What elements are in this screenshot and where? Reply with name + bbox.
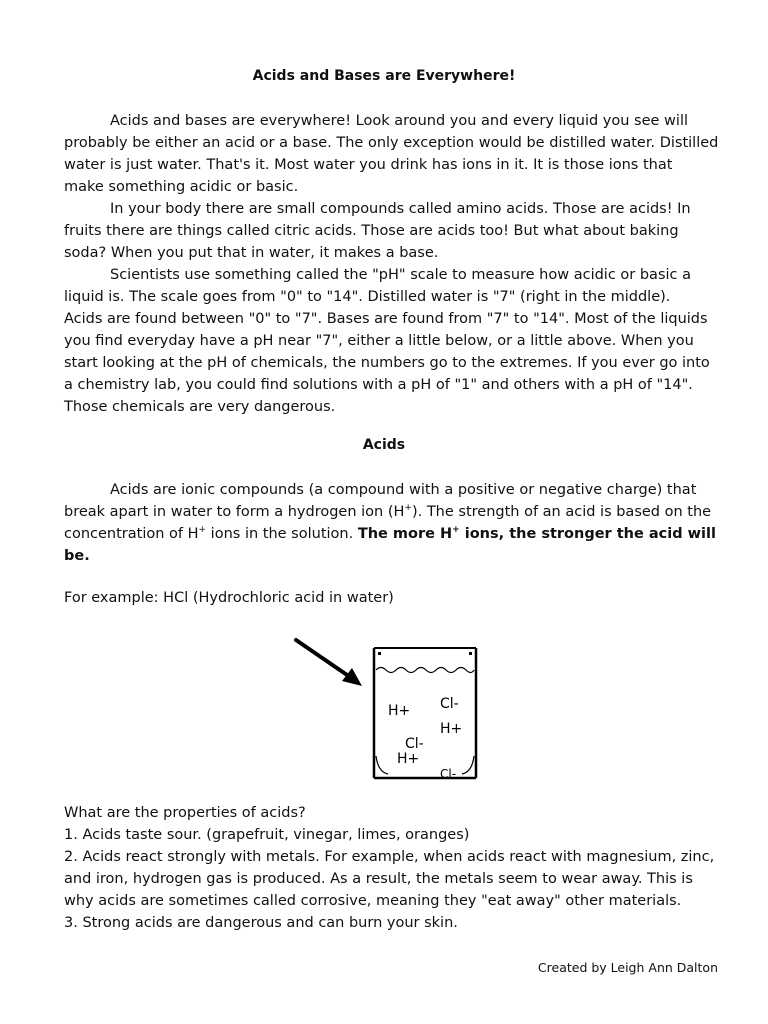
acids-paragraph — [64, 479, 714, 567]
superscript: + — [452, 525, 460, 536]
paragraph-line: soda? When you put that in water, it makes a base. — [64, 245, 439, 261]
ion-label: Cl- — [440, 696, 459, 712]
paragraph-line: liquid is. The scale goes from "0" to "14". Distilled water is "7" (right in the middle). — [64, 289, 671, 305]
emphasis-text: ions, the stronger the acid will — [459, 526, 716, 542]
paragraph-line: Acids are found between "0" to "7". Bases are found from "7" to "14". Most of the liquids — [64, 311, 708, 327]
property-line: 3. Strong acids are dangerous and can burn your skin. — [64, 915, 458, 931]
text-run: ). The strength of an acid is based on the — [411, 504, 712, 520]
superscript: + — [198, 525, 207, 536]
intro-paragraph — [64, 110, 719, 198]
property-line: why acids are sometimes called corrosive, meaning they "eat away" other materials. — [64, 893, 682, 909]
properties-heading: What are the properties of acids? — [64, 805, 306, 821]
acids-heading: Acids — [362, 437, 406, 453]
paragraph-line: Scientists use something called the "pH" scale to measure how acidic or basic a — [110, 267, 691, 283]
paragraph-line: water is just water. That's it. Most water you drink has ions in it. It is those ions that — [64, 157, 673, 173]
paragraph-line: make something acidic or basic. — [64, 179, 299, 195]
paragraph-line — [64, 523, 714, 545]
footer-credit: Created by Leigh Ann Dalton — [537, 960, 718, 975]
property-line: 1. Acids taste sour. (grapefruit, vinegar, limes, oranges) — [64, 827, 470, 843]
paragraph-line: fruits there are things called citric acids. Those are acids too! But what about baking — [64, 223, 679, 239]
property-line: 2. Acids react strongly with metals. For example, when acids react with magnesium, zinc, — [64, 849, 715, 865]
arrow-icon — [296, 640, 362, 686]
ion-label-partial: Cl- — [440, 767, 457, 780]
text-run: break apart in water to form a hydrogen ion (H — [64, 504, 405, 520]
paragraph-line: Acids are ionic compounds (a compound with a positive or negative charge) that — [110, 482, 697, 498]
beaker-diagram — [290, 630, 490, 780]
paragraph-line: Those chemicals are very dangerous. — [64, 399, 336, 415]
text-run: ions in the solution. — [206, 526, 358, 542]
beaker-svg — [290, 630, 490, 780]
properties-section — [64, 802, 714, 934]
ion-label: H+ — [397, 751, 420, 767]
paragraph-line — [64, 501, 714, 523]
paragraph-line: Acids and bases are everywhere! Look around you and every liquid you see will — [110, 113, 689, 129]
text-run: concentration of H — [64, 526, 199, 542]
paragraph-line: be. — [64, 548, 90, 564]
superscript: + — [404, 503, 412, 514]
paragraph-line: a chemistry lab, you could find solutions with a pH of "1" and others with a pH of "14". — [64, 377, 693, 393]
paragraph-line: start looking at the pH of chemicals, the numbers go to the extremes. If you ever go into — [64, 355, 710, 371]
amino-paragraph — [64, 198, 714, 264]
ion-label: Cl- — [405, 736, 424, 752]
paragraph-line: you find everyday have a pH near "7", either a little below, or a little above. When you — [64, 333, 694, 349]
property-line: and iron, hydrogen gas is produced. As a result, the metals seem to wear away. This is — [64, 871, 693, 887]
ion-label: H+ — [388, 703, 411, 719]
ion-label: H+ — [440, 721, 463, 737]
page-title: Acids and Bases are Everywhere! — [252, 68, 516, 84]
emphasis-text: The more H — [357, 526, 453, 542]
example-line: For example: HCl (Hydrochloric acid in water) — [64, 590, 394, 606]
paragraph-line: In your body there are small compounds called amino acids. Those are acids! In — [110, 201, 691, 217]
paragraph-line: probably be either an acid or a base. The only exception would be distilled water. Distilled — [64, 135, 719, 151]
ph-paragraph — [64, 264, 714, 418]
